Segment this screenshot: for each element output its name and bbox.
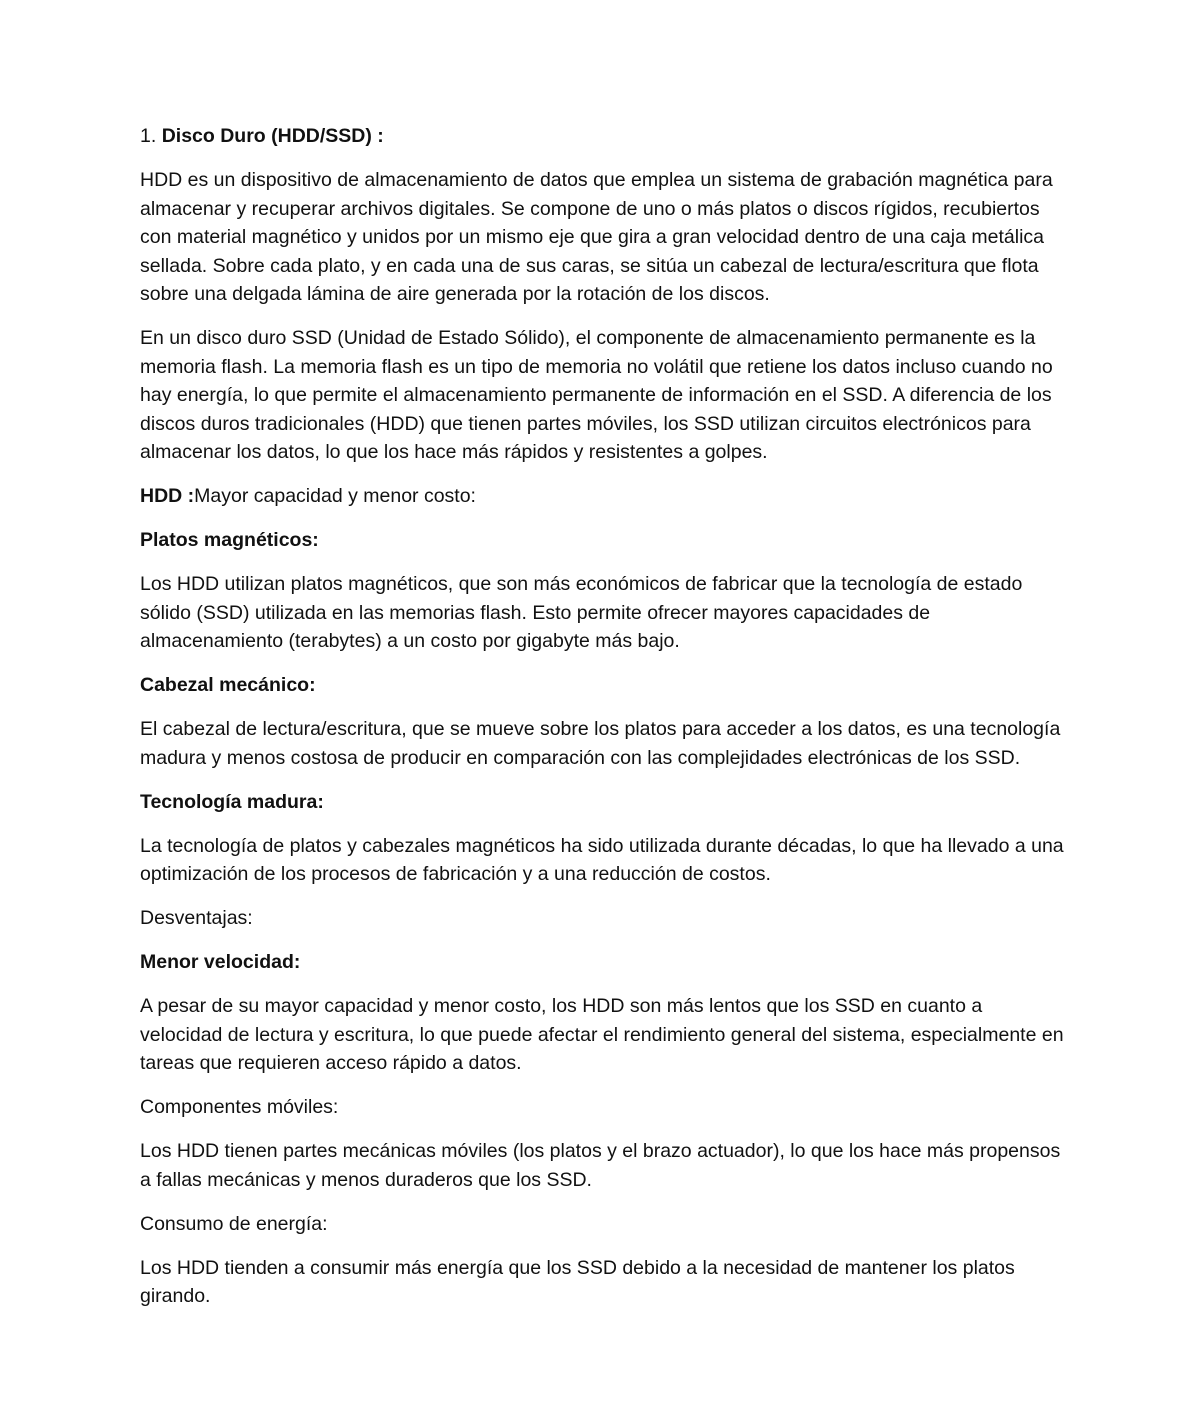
heading-cabezal-text: Cabezal mecánico: bbox=[140, 674, 316, 696]
heading-velocidad bbox=[140, 948, 1065, 977]
document-title bbox=[140, 122, 1065, 151]
paragraph-velocidad: A pesar de su mayor capacidad y menor costo, los HDD son más lentos que los SSD en cuanto a velocidad de lectura y escritura, lo que puede afectar el rendimiento general del sistema, especialmente en tareas que requieren acceso rápido a datos. bbox=[140, 995, 1064, 1074]
label-consumo: Consumo de energía: bbox=[140, 1212, 328, 1235]
title-number: 1. bbox=[140, 125, 157, 147]
paragraph-hdd-definition: HDD es un dispositivo de almacenamiento de datos que emplea un sistema de grabación magnética para almacenar y recuperar archivos digitales. Se compone de uno o más platos o discos rígidos, recubiertos con material magnético y unidos por un mismo eje que gira a gran velocidad dentro de una caja metálica sellada. Sobre cada plato, y en cada una de sus caras, se sitúa un cabezal de lectura/escritura que flota sobre una delgada lámina de aire generada por la rotación de los discos. bbox=[140, 169, 1053, 305]
label-componentes: Componentes móviles: bbox=[140, 1096, 339, 1118]
heading-velocidad-text: Menor velocidad: bbox=[140, 951, 301, 973]
heading-tecnologia-text: Tecnología madura: bbox=[140, 790, 324, 813]
heading-tecnologia bbox=[140, 788, 1065, 817]
paragraph-cabezal: El cabezal de lectura/escritura, que se mueve sobre los platos para acceder a los datos, es una tecnología madura y menos costosa de producir en comparación con las complejidades electrónicas de los SSD. bbox=[140, 718, 1061, 769]
paragraph-ssd-definition: En un disco duro SSD (Unidad de Estado Sólido), el componente de almacenamiento permanente es la memoria flash. La memoria flash es un tipo de memoria no volátil que retiene los datos incluso cuando no hay energía, lo que permite el almacenamiento permanente de información en el SSD. A diferencia de los discos duros tradicionales (HDD) que tienen partes móviles, los SSD utilizan circuitos electrónicos para almacenar los datos, lo que los hace más rápidos y resistentes a golpes. bbox=[140, 327, 1053, 463]
hdd-label-rest: Mayor capacidad y menor costo: bbox=[194, 485, 476, 507]
heading-platos-text: Platos magnéticos: bbox=[140, 529, 319, 551]
label-desventajas: Desventajas: bbox=[140, 907, 253, 929]
heading-cabezal bbox=[140, 671, 1065, 700]
heading-platos bbox=[140, 526, 1065, 555]
hdd-label: HDD : bbox=[140, 485, 195, 507]
hdd-advantages-heading bbox=[140, 482, 1065, 511]
paragraph-platos: Los HDD utilizan platos magnéticos, que son más económicos de fabricar que la tecnología de estado sólido (SSD) utilizada en las memorias flash. Esto permite ofrecer mayores capacidades de almacenamiento (terabytes) a un costo por gigabyte más bajo. bbox=[140, 573, 1023, 652]
paragraph-consumo: Los HDD tienden a consumir más energía que los SSD debido a la necesidad de mantener los platos girando. bbox=[140, 1256, 1015, 1307]
paragraph-componentes: Los HDD tienen partes mecánicas móviles (los platos y el brazo actuador), lo que los hace más propensos a fallas mecánicas y menos duraderos que los SSD. bbox=[140, 1140, 1061, 1191]
document-page bbox=[140, 122, 1065, 1326]
title-text: Disco Duro (HDD/SSD) : bbox=[161, 125, 384, 147]
paragraph-tecnologia: La tecnología de platos y cabezales magnéticos ha sido utilizada durante décadas, lo que ha llevado a una optimización de los procesos de fabricación y a una reducción de costos. bbox=[140, 834, 1064, 885]
